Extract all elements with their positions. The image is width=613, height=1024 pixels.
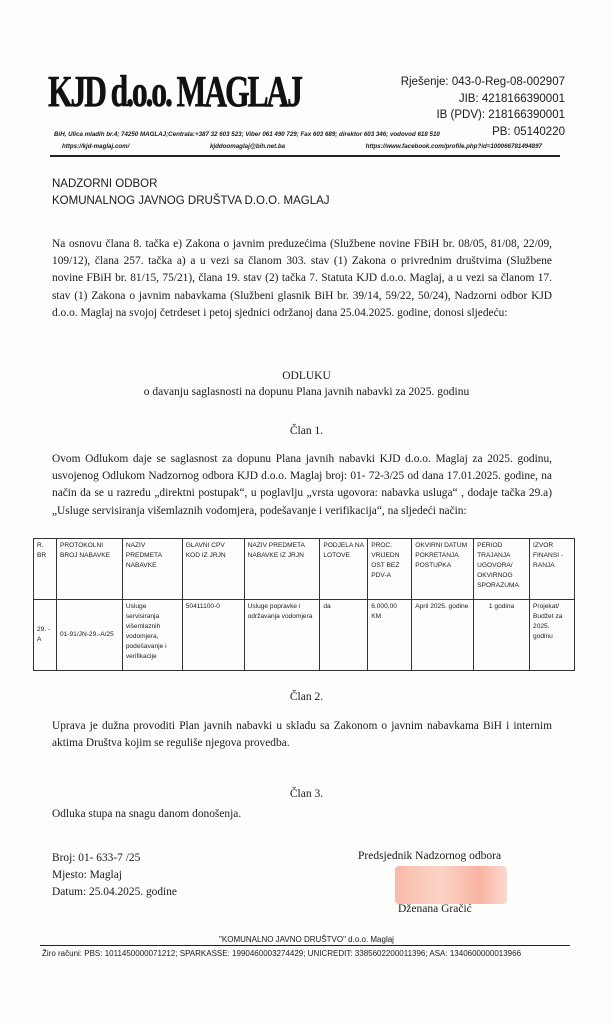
table-cell: 6.000,00 KM — [368, 600, 412, 671]
pb: PB: 05140220 — [492, 125, 565, 138]
company-address: BiH, Ulica mladih br.4; 74250 MAGLAJ;Centrala:+387 32 603 523; Viber 061 490 729; Fax 603 689; direktor 603 346; vodovod 618 510 — [54, 131, 440, 138]
contact-links — [62, 143, 542, 150]
table-cell: 01-91/JN-29.-A/25 — [56, 600, 122, 671]
facebook-link[interactable]: https://www.facebook.com/profile.php?id=100066781494897 — [365, 143, 542, 150]
table-cell: 50411100-0 — [182, 600, 244, 671]
recipient-line-1: NADZORNI ODBOR — [52, 178, 158, 190]
table-cell: Usluge popravke i održavanja vodomjera — [244, 600, 320, 671]
table-row — [34, 600, 575, 671]
recipient — [52, 176, 330, 210]
signatory-name: Dženana Gračić — [398, 903, 472, 915]
col-header: PODJELA NA LOTOVE — [320, 539, 368, 600]
website-link[interactable]: https://kjd-maglaj.com/ — [62, 143, 130, 150]
col-header: NAZIV PREDMETA NABAVKE IZ JRJN — [244, 539, 320, 600]
col-header: GLAVNI CPV KOD IZ JRJN — [182, 539, 244, 600]
col-header: OKVIRNI DATUM POKRETANJA POSTUPKA — [412, 539, 474, 600]
table-cell: Projekat/ Budžet za 2025. godinu — [530, 600, 575, 671]
decision-subtitle: o davanju saglasnosti na dopunu Plana javnih nabavki za 2025. godinu — [143, 386, 470, 398]
company-logo: KJD d.o.o. MAGLAJ — [48, 67, 301, 116]
col-header: NAZIV PREDMETA NABAVKE — [122, 539, 182, 600]
email-link[interactable]: kjddoomaglaj@bih.net.ba — [209, 143, 286, 150]
col-header: R. BR — [34, 539, 57, 600]
col-header: PROTOKOLNI BROJ NABAVKE — [56, 539, 122, 600]
article1-text: Ovom Odlukom daje se saglasnost za dopunu Plana javnih nabavki KJD d.o.o. Maglaj za 2025. godinu, usvojenog Odlukom Nadzornog odbora KJD d.o.o. Maglaj broj: 01- 72-3/25 od dana 17.01.2025. godine, na način da se u razredu „direktni postupak“, u poglavlju „vrsta ugovora: nabavka usluga“ , dodaje tačka 29.a) „Usluge servisiranja višemlaznih vodomjera, podešavanje i verifikacija“, na sljedeći način: — [52, 453, 552, 517]
footer-divider — [40, 945, 570, 946]
signature-title: Predsjednik Nadzornog odbora — [358, 850, 502, 862]
document-number: Broj: 01- 633-7 /25 — [52, 852, 141, 864]
recipient-line-2: KOMUNALNOG JAVNOG DRUŠTVA D.O.O. MAGLAJ — [52, 195, 330, 207]
document-meta — [52, 850, 252, 902]
article1-heading: Član 1. — [289, 425, 324, 437]
reg-number: Rješenje: 043-0-Reg-08-002907 — [400, 76, 565, 88]
col-header: PERIOD TRAJANJA UGOVORA/ OKVIRNOG SPORAZUMA — [474, 539, 530, 600]
redacted-signature — [395, 866, 507, 904]
article3-text: Odluka stupa na snagu danom donošenja. — [52, 808, 242, 820]
document-place: Mjesto: Maglaj — [52, 869, 122, 882]
jib: JIB: 4218166390001 — [458, 92, 565, 105]
col-header: IZVOR FINANSI - RANJA — [530, 539, 575, 600]
footer-bank-accounts: Žiro računi: PBS: 1011450000071212; SPARKASSE: 1990460003274429; UNICREDIT: 3385602200011396; ASA: 1340600000013966 — [42, 949, 522, 958]
table-header-row — [34, 539, 575, 600]
article2-text: Uprava je dužna provoditi Plan javnih nabavki u skladu sa Zakonom o javnim nabavkama BiH i internim aktima Društva kojim se reguliše njegova provedba. — [52, 720, 552, 750]
article3-heading: Član 3. — [289, 788, 324, 800]
table-cell: da — [320, 600, 368, 671]
ib-pdv: IB (PDV): 218166390001 — [436, 109, 565, 121]
table-cell: April 2025. godine — [412, 600, 474, 671]
col-header: PROC. VRIJEDN OST BEZ PDV-A — [368, 539, 412, 600]
footer-company: "KOMUNALNO JAVNO DRUŠTVO" d.o.o. Maglaj — [219, 935, 394, 944]
table-cell: 1 godina — [474, 600, 530, 671]
header-divider — [50, 155, 560, 157]
table-cell: 29. -A — [34, 600, 57, 671]
intro-paragraph: Na osnovu člana 8. tačka e) Zakona o javnim preduzećima (Službene novine FBiH br. 08/05, 81/08, 22/09, 109/12), člana 257. tačka a) a u vezi sa članom 303. stav (1) Zakona o privrednim društvima (Službene novine FBiH br. 81/15, 75/21), člana 19. stav (2) tačka 7. Statuta KJD d.o.o. Maglaj, a u vezi sa članom 17. stav (1) Zakona o javnim nabavkama (Službeni glasnik BiH br. 39/14, 59/22, 50/24), Nadzorni odbor KJD d.o.o. Maglaj na svojoj četrdeset i petoj sjednici održanoj dana 25.04.2025. godine, donosi sljedeću: — [52, 238, 552, 319]
document-date: Datum: 25.04.2025. godine — [52, 886, 177, 899]
decision-title: ODLUKU — [282, 370, 331, 382]
table-cell: Usluge servisiranja višemlaznih vodomjera, podešavanje i verifikacije — [122, 600, 182, 671]
article2-heading: Član 2. — [289, 691, 324, 703]
procurement-table — [33, 538, 575, 671]
